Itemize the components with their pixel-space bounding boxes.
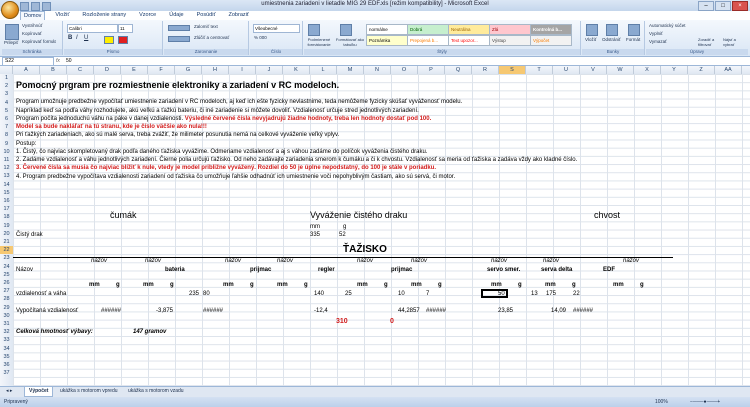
style-normal[interactable]: normálne — [366, 24, 408, 35]
editing-group — [646, 21, 748, 55]
ribbon — [0, 20, 750, 57]
nazov-8: názov — [543, 258, 560, 264]
column-header-w[interactable]: W — [607, 66, 634, 74]
percent-button[interactable]: % 000 — [254, 35, 267, 40]
device-regler[interactable]: regler — [318, 267, 335, 273]
delta-mm[interactable]: 13 — [531, 291, 538, 297]
device-serva-delta[interactable]: serva delta — [541, 267, 573, 273]
style-linked[interactable]: Prepojená b... — [407, 35, 449, 46]
delete-cells-button[interactable]: Odstrániť — [602, 37, 621, 42]
drak-g-value[interactable]: 52 — [339, 232, 346, 238]
step-2: 2. Zadáme vzdialenosť a váhu jednotlivých zariadení. Čierne polia určujú ťažisko. Od neho zadávajte zariadenia smerom k čumáku a či k chvostu. Vzdialenosť sa meria od ťažiska a zadáva vždy ako kladné číslo. — [16, 157, 578, 163]
column-header-o[interactable]: O — [391, 66, 418, 74]
row-header-15[interactable]: 15 — [3, 189, 10, 196]
sheet-tab-vypocet[interactable]: Výpočet — [24, 387, 53, 397]
close-button[interactable]: × — [732, 1, 748, 11]
device-servo-smer[interactable]: servo smer. — [487, 267, 521, 273]
intro-line-4: Model sa bude nakláľať na tú stranu, kde je číslo väčšie ako nula!!! — [16, 124, 207, 130]
row-header-22[interactable]: 22 — [0, 246, 13, 254]
column-header-aa[interactable]: AA — [715, 66, 742, 74]
underline-button[interactable]: U — [84, 35, 89, 41]
column-header-t[interactable]: T — [526, 66, 553, 74]
font-size-select[interactable]: 11 — [118, 24, 133, 33]
insert-cells-icon[interactable] — [586, 24, 598, 36]
column-header-p[interactable]: P — [418, 66, 445, 74]
office-button[interactable] — [1, 1, 19, 19]
style-calculation[interactable]: Výpočet — [530, 35, 572, 46]
window-controls — [698, 1, 748, 11]
column-header-l[interactable]: L — [310, 66, 337, 74]
number-group — [250, 21, 303, 55]
active-cell-s22[interactable] — [481, 289, 508, 298]
step-4: 4. Program predbežne vypočítava vzdialenosti zariadení od ťažiska čo umožňuje ľahšie odhadnúť ich umiestnenie voči nepohyblivým častiam, ako sú servá, či motor. — [16, 174, 456, 180]
row-header-33[interactable]: 33 — [3, 337, 10, 344]
row-header-17[interactable]: 17 — [3, 206, 10, 213]
font-label: Písmo — [64, 49, 162, 55]
intro-line-1: Program umožnuje predbežne vypočítať umiestnenie zariadení v RC modeloch, aj keď ich ešte fyzicky nevlastnime, teda nemôžeme fyzicky skúšať vyváženosť modelu. — [16, 99, 463, 105]
mm-header: mm — [545, 282, 556, 288]
vypocet-c: ###### — [203, 308, 224, 314]
intro-line-3-text: Program počíta jednoduchú váhu na páke v danej vzdialenosti. — [16, 116, 185, 122]
mm-header: mm — [143, 282, 154, 288]
row-header-5[interactable]: 5 — [4, 107, 9, 114]
row-header-2[interactable]: 2 — [4, 83, 9, 90]
delete-cells-icon[interactable] — [606, 24, 618, 36]
row-header-37[interactable]: 37 — [3, 370, 10, 377]
mm-header: mm — [277, 282, 288, 288]
font-group — [64, 21, 163, 55]
chvost-label: chvost — [594, 210, 621, 220]
table-top-border — [13, 257, 673, 258]
column-header-a[interactable]: A — [13, 66, 40, 74]
g-header: g — [518, 282, 522, 288]
row-header-24[interactable]: 24 — [3, 263, 10, 270]
style-neutral[interactable]: Neutrálna — [448, 24, 490, 35]
column-header-f[interactable]: F — [148, 66, 175, 74]
row-header-35[interactable]: 35 — [3, 353, 10, 360]
zoom-slider[interactable]: −───●───+ — [690, 399, 721, 405]
sheet-tab-vpredu[interactable]: ukážka s motorom vpredu — [60, 388, 118, 394]
regler-mm[interactable]: 140 — [314, 291, 325, 297]
device-edf[interactable]: EDF — [603, 267, 615, 273]
fill-color-icon[interactable] — [104, 36, 114, 44]
select-all-corner[interactable] — [0, 66, 13, 74]
font-name-select[interactable]: Calibri — [67, 24, 118, 33]
column-header-b[interactable]: B — [40, 66, 67, 74]
cells-group — [582, 21, 645, 55]
cells-label: Bunky — [582, 49, 644, 55]
g-header: g — [572, 282, 576, 288]
celkova-label: Celková hmotnosť výbavy: — [16, 329, 93, 335]
italic-button[interactable]: I — [76, 35, 78, 41]
fill-button[interactable]: Vyplniť — [649, 31, 663, 36]
column-header-m[interactable]: M — [337, 66, 364, 74]
row-header-30[interactable]: 30 — [3, 312, 10, 319]
styles-group — [304, 21, 581, 55]
paste-button[interactable]: Prilepiť — [4, 40, 19, 45]
row-header-18[interactable]: 18 — [3, 214, 10, 221]
vyvazenie-label: Vyváženie čistého draku — [310, 210, 408, 220]
g-header: g — [170, 282, 174, 288]
drak-mm-header: mm — [310, 224, 320, 230]
cisty-drak-label: Čistý drak — [16, 232, 43, 238]
row-header-23[interactable]: 23 — [3, 255, 10, 262]
device-bateria[interactable]: bateria — [165, 267, 185, 273]
vypocet-edf: ###### — [573, 308, 594, 314]
tab-vzorce[interactable]: Vzorce — [139, 12, 157, 18]
align-left-icon[interactable] — [168, 36, 190, 42]
nazov-3: názov — [225, 258, 242, 264]
nazov-5: názov — [357, 258, 374, 264]
column-header-v[interactable]: V — [580, 66, 607, 74]
nazov-4: názov — [277, 258, 294, 264]
row-header-34[interactable]: 34 — [3, 345, 10, 352]
style-note[interactable]: Poznámka — [366, 35, 408, 46]
save-icon[interactable] — [20, 2, 29, 11]
vypocet-delta: 14,09 — [551, 308, 567, 314]
format-cells-button[interactable]: Formát — [626, 37, 641, 42]
style-output[interactable]: Výstup — [489, 35, 531, 46]
nazov-9: názov — [623, 258, 640, 264]
vypocet-prijmac: 44,2857 — [398, 308, 420, 314]
row-header-6[interactable]: 6 — [4, 116, 9, 122]
drak-g-header: g — [343, 224, 347, 230]
styles-label: Štýly — [304, 49, 580, 55]
tazisko-label: ŤAŽISKO — [343, 244, 387, 255]
row-header-10[interactable]: 10 — [3, 148, 10, 155]
style-good[interactable]: Dobrá — [407, 24, 449, 35]
balance-right: 0 — [390, 318, 394, 325]
mm-header: mm — [223, 282, 234, 288]
row-header-12[interactable]: 12 — [3, 165, 10, 172]
minimize-button[interactable]: – — [698, 1, 714, 11]
vypocitana-label: Vypočítaná vzdialenosť — [16, 308, 79, 314]
tab-posudit[interactable]: Posúdiť — [196, 12, 216, 18]
row-header-4[interactable]: 4 — [4, 99, 9, 106]
format-table-icon[interactable] — [340, 24, 352, 36]
merge-center-button[interactable]: Zlúčiť a centrovať — [194, 35, 230, 40]
insert-cells-button[interactable]: Vložiť — [585, 37, 597, 42]
row-header-27[interactable]: 27 — [3, 288, 10, 295]
vypocet-servo: 23,85 — [498, 308, 514, 314]
editing-label: Úpravy — [646, 49, 748, 55]
row-header-20[interactable]: 20 — [3, 230, 10, 237]
nazov-row-label: Názov — [16, 267, 34, 273]
find-select-button[interactable]: Nájsť a vybrať — [723, 37, 736, 47]
tab-zobrazit[interactable]: Zobraziť — [228, 12, 249, 18]
nazov-7: názov — [491, 258, 508, 264]
mm-g-header-row — [13, 281, 750, 289]
column-header-h[interactable]: H — [202, 66, 229, 74]
row-headers — [0, 74, 14, 386]
style-check[interactable]: Kontrolná b... — [530, 24, 572, 35]
column-header-s[interactable]: S — [499, 66, 526, 74]
row-header-21[interactable]: 21 — [3, 239, 10, 245]
row-header-31[interactable]: 31 — [3, 321, 10, 327]
g-header: g — [304, 282, 308, 288]
device-prijmac-1[interactable]: prijmac — [250, 267, 272, 273]
worksheet-grid[interactable] — [13, 74, 750, 386]
bold-button[interactable]: B — [68, 35, 73, 41]
nazov-6: názov — [411, 258, 428, 264]
vypocet-e: ###### — [426, 308, 447, 314]
row-header-13[interactable]: 13 — [3, 173, 10, 180]
column-header-u[interactable]: U — [553, 66, 580, 74]
status-bar — [0, 397, 750, 407]
column-header-j[interactable]: J — [256, 66, 283, 74]
column-header-n[interactable]: N — [364, 66, 391, 74]
formula-bar — [0, 57, 750, 66]
name-box[interactable]: S22 — [2, 57, 54, 66]
g-header: g — [116, 282, 120, 288]
row-header-19[interactable]: 19 — [3, 222, 10, 229]
mm-header: mm — [357, 282, 368, 288]
cumak-label: čumák — [110, 210, 137, 220]
column-header-i[interactable]: I — [229, 66, 256, 74]
regler-g[interactable]: 25 — [345, 291, 352, 297]
row-header-28[interactable]: 28 — [3, 296, 10, 303]
row-header-11[interactable]: 11 — [3, 157, 10, 163]
sheet-tabs-bar — [0, 386, 750, 397]
style-bad[interactable]: Zlá — [489, 24, 531, 35]
row-header-14[interactable]: 14 — [3, 181, 10, 188]
bateria-g[interactable]: 80 — [203, 291, 210, 297]
device-prijmac-2[interactable]: prijmac — [391, 267, 413, 273]
undo-icon[interactable] — [31, 2, 40, 11]
tab-domov[interactable]: Domov — [20, 11, 45, 20]
vypocet-regler: -12,4 — [314, 308, 328, 314]
format-cells-icon[interactable] — [628, 24, 640, 36]
delta-g[interactable]: 175 — [546, 291, 557, 297]
row-header-9[interactable]: 9 — [4, 140, 9, 147]
mm-header: mm — [411, 282, 422, 288]
format-table-button[interactable]: Formátovať ako tabuľku — [335, 37, 365, 47]
row-header-8[interactable]: 8 — [4, 132, 9, 139]
style-warning[interactable]: Text upozor... — [448, 35, 490, 46]
column-header-d[interactable]: D — [94, 66, 121, 74]
g-header: g — [640, 282, 644, 288]
g-header: g — [384, 282, 388, 288]
conditional-format-button[interactable]: Podmienené formátovanie — [307, 37, 331, 47]
column-header-c[interactable]: C — [67, 66, 94, 74]
maximize-button[interactable]: □ — [715, 1, 731, 11]
number-label: Číslo — [250, 49, 302, 55]
alignment-group — [164, 21, 249, 55]
mm-header: mm — [613, 282, 624, 288]
mm-header: mm — [491, 282, 502, 288]
status-mode: Pripravený — [4, 399, 28, 405]
g-header: g — [250, 282, 254, 288]
drak-mm-value[interactable]: 335 — [310, 232, 321, 238]
intro-line-3 — [16, 115, 431, 123]
column-header-q[interactable]: Q — [445, 66, 472, 74]
servo-mm[interactable]: 50 — [498, 291, 505, 297]
font-color-icon[interactable] — [118, 36, 128, 44]
g-header: g — [438, 282, 442, 288]
align-top-icon[interactable] — [168, 25, 190, 31]
column-header-k[interactable]: K — [283, 66, 310, 74]
row-header-29[interactable]: 29 — [3, 304, 10, 311]
row-header-25[interactable]: 25 — [3, 271, 10, 278]
row-header-3[interactable]: 3 — [4, 91, 9, 98]
row-header-36[interactable]: 36 — [3, 362, 10, 368]
autosum-button[interactable]: Automatický súčet — [649, 23, 686, 28]
celkova-value: 147 gramov — [133, 329, 167, 335]
intro-line-3-red: Výsledné červené čísla nevyjadrujú žiadne hodnoty, treba len hodnoty dostať pod 100. — [184, 116, 432, 122]
row-header-26[interactable]: 26 — [3, 280, 10, 286]
zoom-level[interactable]: 100% — [655, 399, 668, 405]
sheet-nav-icon[interactable]: ◂ ▸ — [6, 388, 13, 394]
alignment-label: Zarovnanie — [164, 49, 248, 55]
prijmac-g[interactable]: 7 — [426, 291, 430, 297]
nazov-1: názov — [91, 258, 108, 264]
step-3: 3. Červené čísla sa musia čo najviac blížiť k nule, vtedy je model približne vyvážený. Rozdiel do 50 je úplne nepodstatný, do 100 je stále v poriadku. — [16, 165, 437, 171]
vypocet-bateria: -3,875 — [156, 308, 174, 314]
step-1: 1. Čistý, čo najviac skompletovaný drak podľa daného ťažiska vyvážime. Odmeriame vzdialenosť a aj s váhou zadáme do políčok vyváženia čistého draku. — [16, 149, 428, 155]
nazov-2: názov — [145, 258, 162, 264]
column-header-z[interactable]: Z — [688, 66, 715, 74]
window-title: umiestnenia zariadeni v lietadle MIG 29 EDF.xls [režim kompatibility] - Microsoft Excel — [261, 1, 489, 7]
sort-filter-button[interactable]: Zoradiť a filtrovať — [698, 37, 715, 47]
mm-header: mm — [89, 282, 100, 288]
number-format-select[interactable]: Všeobecné — [253, 24, 300, 33]
cut-button[interactable]: Vystrihnúť — [22, 23, 43, 28]
fx-icon[interactable]: fx — [56, 58, 60, 64]
tab-udaje[interactable]: Údaje — [169, 12, 184, 18]
row-header-16[interactable]: 16 — [3, 198, 10, 204]
row-header-1[interactable]: 1 — [4, 75, 9, 81]
clipboard-label: Schránka — [2, 49, 62, 55]
intro-line-5: Pri ťažkých zariadeniach, ako sú malé serva, treba zvážiť, že milimeter posunutia nemá na celkové vyváženie veľký vplyv. — [16, 132, 340, 138]
column-header-x[interactable]: X — [634, 66, 661, 74]
ribbon-tabs — [20, 11, 252, 20]
formula-input[interactable]: 50 — [66, 58, 72, 64]
row-header-7[interactable]: 7 — [4, 124, 9, 131]
copy-button[interactable]: Kopírovať — [22, 31, 42, 36]
clipboard-group — [2, 21, 63, 55]
quick-access-toolbar — [20, 2, 51, 11]
balance-left: 310 — [336, 318, 348, 325]
tab-rozlozenie[interactable]: Rozloženie strany — [82, 12, 127, 18]
bateria-mm[interactable]: 235 — [189, 291, 200, 297]
edf-g[interactable]: 22 — [573, 291, 580, 297]
paste-icon[interactable] — [5, 24, 19, 40]
sheet-tab-vzadu[interactable]: ukážka s motorom vzadu — [128, 388, 184, 394]
row-header-32[interactable]: 32 — [3, 329, 10, 336]
format-painter-button[interactable]: Kopírovať formát — [22, 39, 56, 44]
sheet-title: Pomocný prgram pre rozmiestnenie elektroniky a zariadení v RC modeloch. — [16, 80, 340, 90]
clear-button[interactable]: Vymazať — [649, 39, 667, 44]
column-header-y[interactable]: Y — [661, 66, 688, 74]
column-header-g[interactable]: G — [175, 66, 202, 74]
conditional-format-icon[interactable] — [308, 24, 320, 36]
vzdialenost-label: vzdialenosť a váha — [16, 291, 67, 297]
wrap-text-button[interactable]: Zalomiť text — [194, 24, 218, 29]
postup-label: Postup: — [16, 141, 37, 147]
column-header-r[interactable]: R — [472, 66, 499, 74]
tab-vlozit[interactable]: Vložiť — [55, 12, 70, 18]
prijmac-mm[interactable]: 10 — [398, 291, 405, 297]
vypocet-a: ###### — [101, 308, 122, 314]
redo-icon[interactable] — [42, 2, 51, 11]
column-header-e[interactable]: E — [121, 66, 148, 74]
title-bar — [0, 0, 750, 11]
intro-line-2: Napríklad keď sa podľa váhy rozhodujete, akú veľkú a ťažkú bateriu, či iné zariadenie si môžete dovoliť. Vzdialenosť určuje stred jednotlivých zariadení. — [16, 108, 419, 114]
